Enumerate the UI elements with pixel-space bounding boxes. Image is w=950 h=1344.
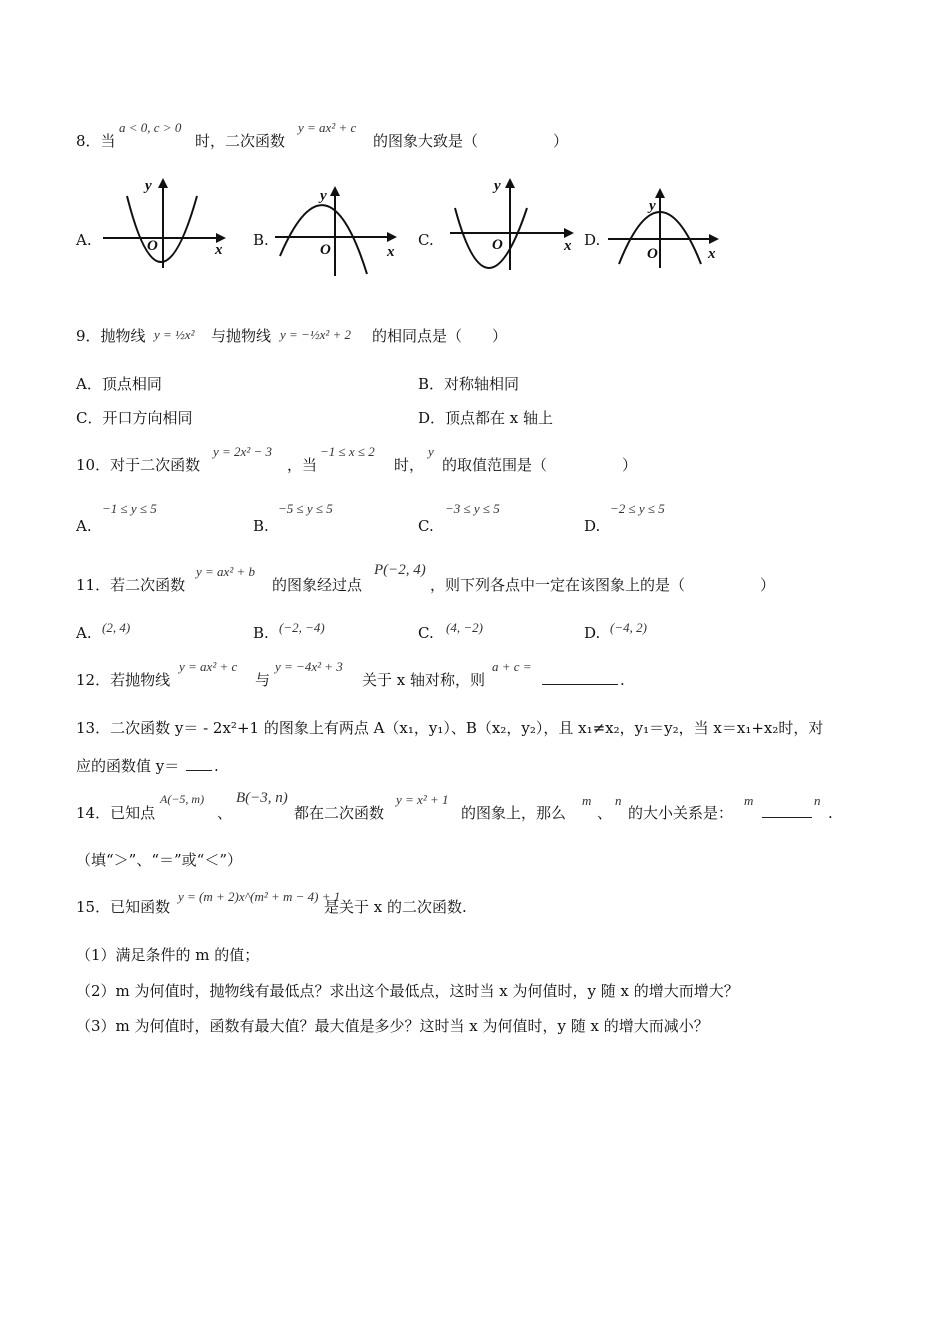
q14-answer-blank[interactable]: [762, 803, 812, 818]
q12-mid-text: 与: [255, 671, 271, 689]
q11-option-c-label: C.: [418, 624, 434, 642]
q8-c-y-label: y: [494, 178, 501, 194]
q9-tail: 的相同点是（ ）: [372, 327, 508, 345]
q12-function-2: y = −4x² + 3: [275, 659, 343, 674]
q8-option-b-graph: [272, 186, 402, 276]
q11-tail: ，则下列各点中一定在该图象上的是（ ）: [430, 576, 776, 594]
q15-tail: 是关于 x 的二次函数.: [324, 898, 467, 916]
q14-tail: .: [828, 804, 833, 822]
q9-function-1: y = ½x²: [154, 327, 195, 342]
q9-option-a: A．顶点相同: [76, 375, 162, 393]
q14-separator: 、: [217, 804, 233, 822]
q13-line-1: 13．二次函数 y＝ - 2x²+1 的图象上有两点 A（x₁，y₁）、B（x₂，y₂），且 x₁≠x₂，y₁＝y₂，当 x＝x₁+x₂时，对: [76, 719, 824, 737]
q8-option-c-label: C.: [418, 231, 434, 249]
q8-function: y = ax² + c: [298, 120, 357, 135]
q15-part-3: （3）m 为何值时，函数有最大值？最大值是多少？这时当 x 为何值时，y 随 x 的增大而减小？: [76, 1017, 709, 1035]
q15-part-2: （2）m 为何值时，抛物线有最低点？求出这个最低点，这时当 x 为何值时，y 随 x 的增大而增大？: [76, 982, 739, 1000]
q14-hint: （填“＞”、“＝”或“＜”）: [76, 851, 243, 869]
q8-a-origin-label: O: [147, 238, 158, 254]
q8-option-b-label: B.: [253, 231, 269, 249]
q14-point-a: A(−5, m): [160, 792, 205, 806]
q15-function: y = (m + 2)x^(m² + m − 4) + 1: [178, 889, 341, 904]
q11-point: P(−2, 4): [374, 562, 426, 578]
q14-mid2-text: 的图象上，那么: [461, 804, 567, 822]
q8-d-y-label: y: [649, 198, 656, 214]
q10-option-c-label: C.: [418, 517, 434, 535]
q14-var-m: m: [582, 793, 592, 808]
q8-a-y-label: y: [145, 178, 152, 194]
q8-number: 8．当: [76, 132, 116, 150]
q14-function: y = x² + 1: [396, 792, 449, 807]
q10-mid-text: ，当: [287, 456, 318, 474]
q11-function: y = ax² + b: [196, 564, 255, 579]
q8-mid-text: 时，二次函数: [195, 132, 286, 150]
q12-number: 12．若抛物线: [76, 671, 171, 689]
q8-tail: 的图象大致是（ ）: [373, 132, 569, 150]
q8-b-y-label: y: [320, 188, 327, 204]
q14-var-n-2: n: [814, 793, 821, 808]
q13-tail: .: [214, 757, 219, 775]
q8-option-d-graph: [605, 188, 725, 268]
q9-function-2: y = −½x² + 2: [280, 327, 352, 342]
q13-line-2: 应的函数值 y＝: [76, 757, 180, 775]
q10-tail: 的取值范围是（ ）: [442, 456, 638, 474]
q11-mid-text: 的图象经过点: [272, 576, 363, 594]
q12-expression: a + c =: [492, 659, 532, 674]
q8-option-d-label: D.: [584, 231, 601, 249]
q8-option-a-label: A.: [76, 231, 92, 249]
q10-variable: y: [428, 444, 434, 459]
q10-option-d: −2 ≤ y ≤ 5: [610, 501, 665, 516]
q14-number: 14．已知点: [76, 804, 156, 822]
q10-option-b: −5 ≤ y ≤ 5: [278, 501, 333, 516]
q13-answer-blank[interactable]: [186, 756, 212, 771]
q11-option-b-label: B.: [253, 624, 269, 642]
q12-answer-blank[interactable]: [542, 670, 618, 685]
q14-mid-text: 都在二次函数: [294, 804, 385, 822]
q14-separator-2: 、: [597, 804, 613, 822]
q10-option-d-label: D.: [584, 517, 601, 535]
q8-condition: a < 0, c > 0: [119, 120, 182, 135]
q14-point-b: B(−3, n): [236, 790, 288, 806]
q9-option-c: C．开口方向相同: [76, 409, 193, 427]
q14-mid3-text: 的大小关系是：: [628, 804, 734, 822]
q10-option-a-label: A.: [76, 517, 92, 535]
q11-option-d: (−4, 2): [610, 620, 647, 635]
q15-number: 15．已知函数: [76, 898, 171, 916]
q8-a-x-label: x: [215, 242, 223, 258]
q15-part-1: （1）满足条件的 m 的值；: [76, 946, 260, 964]
q8-option-c-graph: [447, 178, 577, 273]
q11-option-d-label: D.: [584, 624, 601, 642]
q9-mid-text: 与抛物线: [211, 327, 272, 345]
q12-tail: .: [620, 671, 625, 689]
q10-number: 10．对于二次函数: [76, 456, 201, 474]
q8-b-origin-label: O: [320, 242, 331, 258]
q11-option-a-label: A.: [76, 624, 92, 642]
q12-function-1: y = ax² + c: [179, 659, 238, 674]
q11-number: 11．若二次函数: [76, 576, 186, 594]
q8-d-origin-label: O: [647, 246, 658, 262]
q14-var-n: n: [615, 793, 622, 808]
q8-c-origin-label: O: [492, 237, 503, 253]
q12-mid2-text: 关于 x 轴对称，则: [362, 671, 485, 689]
q14-var-m-2: m: [744, 793, 754, 808]
q8-c-x-label: x: [564, 238, 572, 254]
q11-option-b: (−2, −4): [279, 620, 325, 635]
q11-option-c: (4, −2): [446, 620, 483, 635]
q9-option-d: D．顶点都在 x 轴上: [418, 409, 554, 427]
q9-number: 9．抛物线: [76, 327, 146, 345]
q10-condition: −1 ≤ x ≤ 2: [320, 444, 375, 459]
q10-function: y = 2x² − 3: [213, 444, 272, 459]
q10-option-c: −3 ≤ y ≤ 5: [445, 501, 500, 516]
q11-option-a: (2, 4): [102, 620, 131, 635]
q10-option-b-label: B.: [253, 517, 269, 535]
q8-d-x-label: x: [708, 246, 716, 262]
q10-option-a: −1 ≤ y ≤ 5: [102, 501, 157, 516]
q10-mid2-text: 时，: [394, 456, 425, 474]
q8-option-a-graph: [100, 178, 230, 268]
q9-option-b: B．对称轴相同: [418, 375, 520, 393]
q8-b-x-label: x: [387, 244, 395, 260]
